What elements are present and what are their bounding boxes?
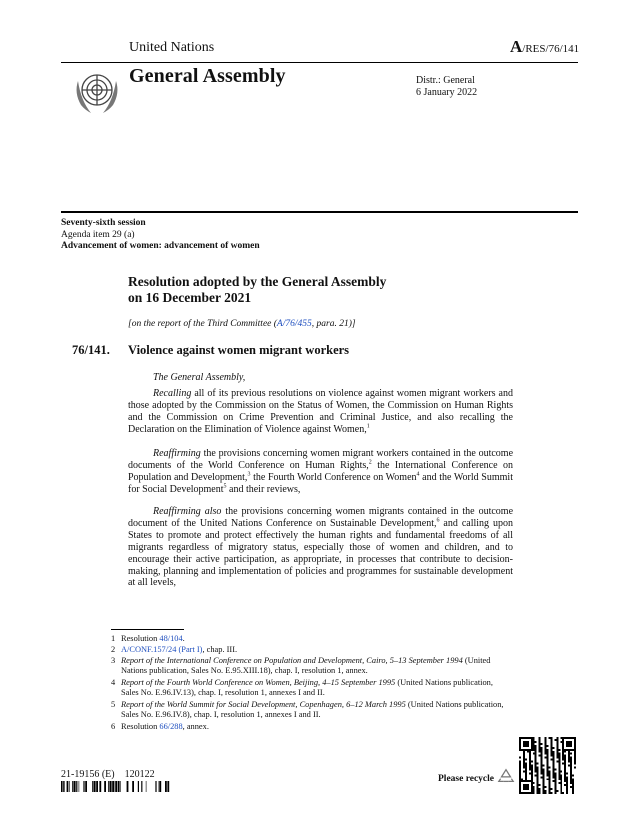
assembly-title: General Assembly	[129, 65, 286, 87]
organization-name: United Nations	[129, 40, 215, 55]
footnote-rule	[111, 629, 184, 630]
footnote-3: 3 Report of the International Conference on Population and Development, Cairo, 5–13 September 1994 (United Nations publication, Sales No. E.95.XIII.18), chap. I, resolution 1, annex.	[111, 656, 491, 675]
committee-report-note: [on the report of the Third Committee (A/76/455, para. 21)]	[128, 319, 356, 329]
resolution-heading-line2: on 16 December 2021	[128, 290, 252, 305]
symbol-letter: A	[510, 37, 523, 56]
resolution-title: Violence against women migrant workers	[128, 343, 350, 357]
document-date: 6 January 2022	[416, 87, 478, 98]
footnote-1-link[interactable]: 48/104	[159, 634, 183, 643]
paragraph-reaffirming: Reaffirming the provisions concerning women migrant workers contained in the outcome documents of the World Conference on Human Rights,$^2$ the International Conference on Population and Development,$^3$ the Fourth World Conference on Women$^4$ and the World Summit for Social Development$^5$ and their reviews,	[128, 448, 514, 495]
recycle-icon	[497, 767, 515, 785]
session-name: Seventy-sixth session	[61, 218, 146, 228]
footnote-2-link[interactable]: A/CONF.157/24 (Part I)	[121, 645, 203, 654]
footnote-5: 5 Report of the World Summit for Social Development, Copenhagen, 6–12 March 1995 (United Nations publication, Sales No. E.96.IV.8), chap. I, resolution 1, annexes I and II.	[111, 700, 504, 719]
recycle-label: Please recycle	[438, 774, 494, 784]
document-symbol	[510, 37, 579, 57]
agenda-title: Advancement of women: advancement of women	[61, 241, 260, 251]
session-block	[61, 218, 260, 253]
report-link[interactable]: A/76/455	[276, 319, 312, 329]
footnote-6-link[interactable]: 66/288	[159, 722, 183, 731]
agenda-item: Agenda item 29 (a)	[61, 229, 135, 240]
session-rule	[61, 211, 578, 213]
un-emblem-icon	[72, 67, 122, 117]
document-number: 21-19156 (E) 120122	[61, 769, 155, 780]
distribution-info	[416, 75, 477, 99]
resolution-heading-line1: Resolution adopted by the General Assembly	[128, 274, 387, 289]
footnote-2: 2 A/CONF.157/24 (Part I), chap. III.	[111, 645, 238, 654]
qr-code-icon	[519, 737, 576, 794]
header-rule	[61, 62, 578, 63]
footnote-6: 6 Resolution 66/288, annex.	[111, 722, 209, 731]
opening-line: The General Assembly,	[153, 372, 246, 383]
symbol-number: /RES/76/141	[522, 43, 580, 55]
barcode-icon	[61, 781, 172, 792]
resolution-number: 76/141.	[72, 343, 110, 357]
distribution-label: Distr.: General	[416, 75, 475, 86]
paragraph-reaffirming-also: Reaffirming also the provisions concerning women migrants contained in the outcome document of the United Nations Conference on Sustainable Development,$^6$ and calling upon States to promote and protect effectively the human rights and fundamental freedoms of all migrants regardless of migratory status, especially those of women and children, and to encourage their active participation, as appropriate, in processes that contribute to decision-making, planning and implementation of policies and programmes for sustainable development at all levels,	[128, 506, 514, 589]
resolution-heading	[128, 274, 386, 306]
paragraph-recalling: Recalling all of its previous resolutions on violence against women migrant workers and those adopted by the Commission on the Status of Women, the Commission on Human Rights and the Commission on Crime Prevention and Criminal Justice, and also recalling the Declaration on the Elimination of Violence against Women,$^1$	[128, 388, 513, 435]
footnote-1: 1 Resolution 48/104.	[111, 634, 185, 643]
footnote-4: 4 Report of the Fourth World Conference on Women, Beijing, 4–15 September 1995 (United Nations publication, Sales No. E.96.IV.13), chap. I, resolution 1, annexes I and II.	[111, 678, 493, 697]
